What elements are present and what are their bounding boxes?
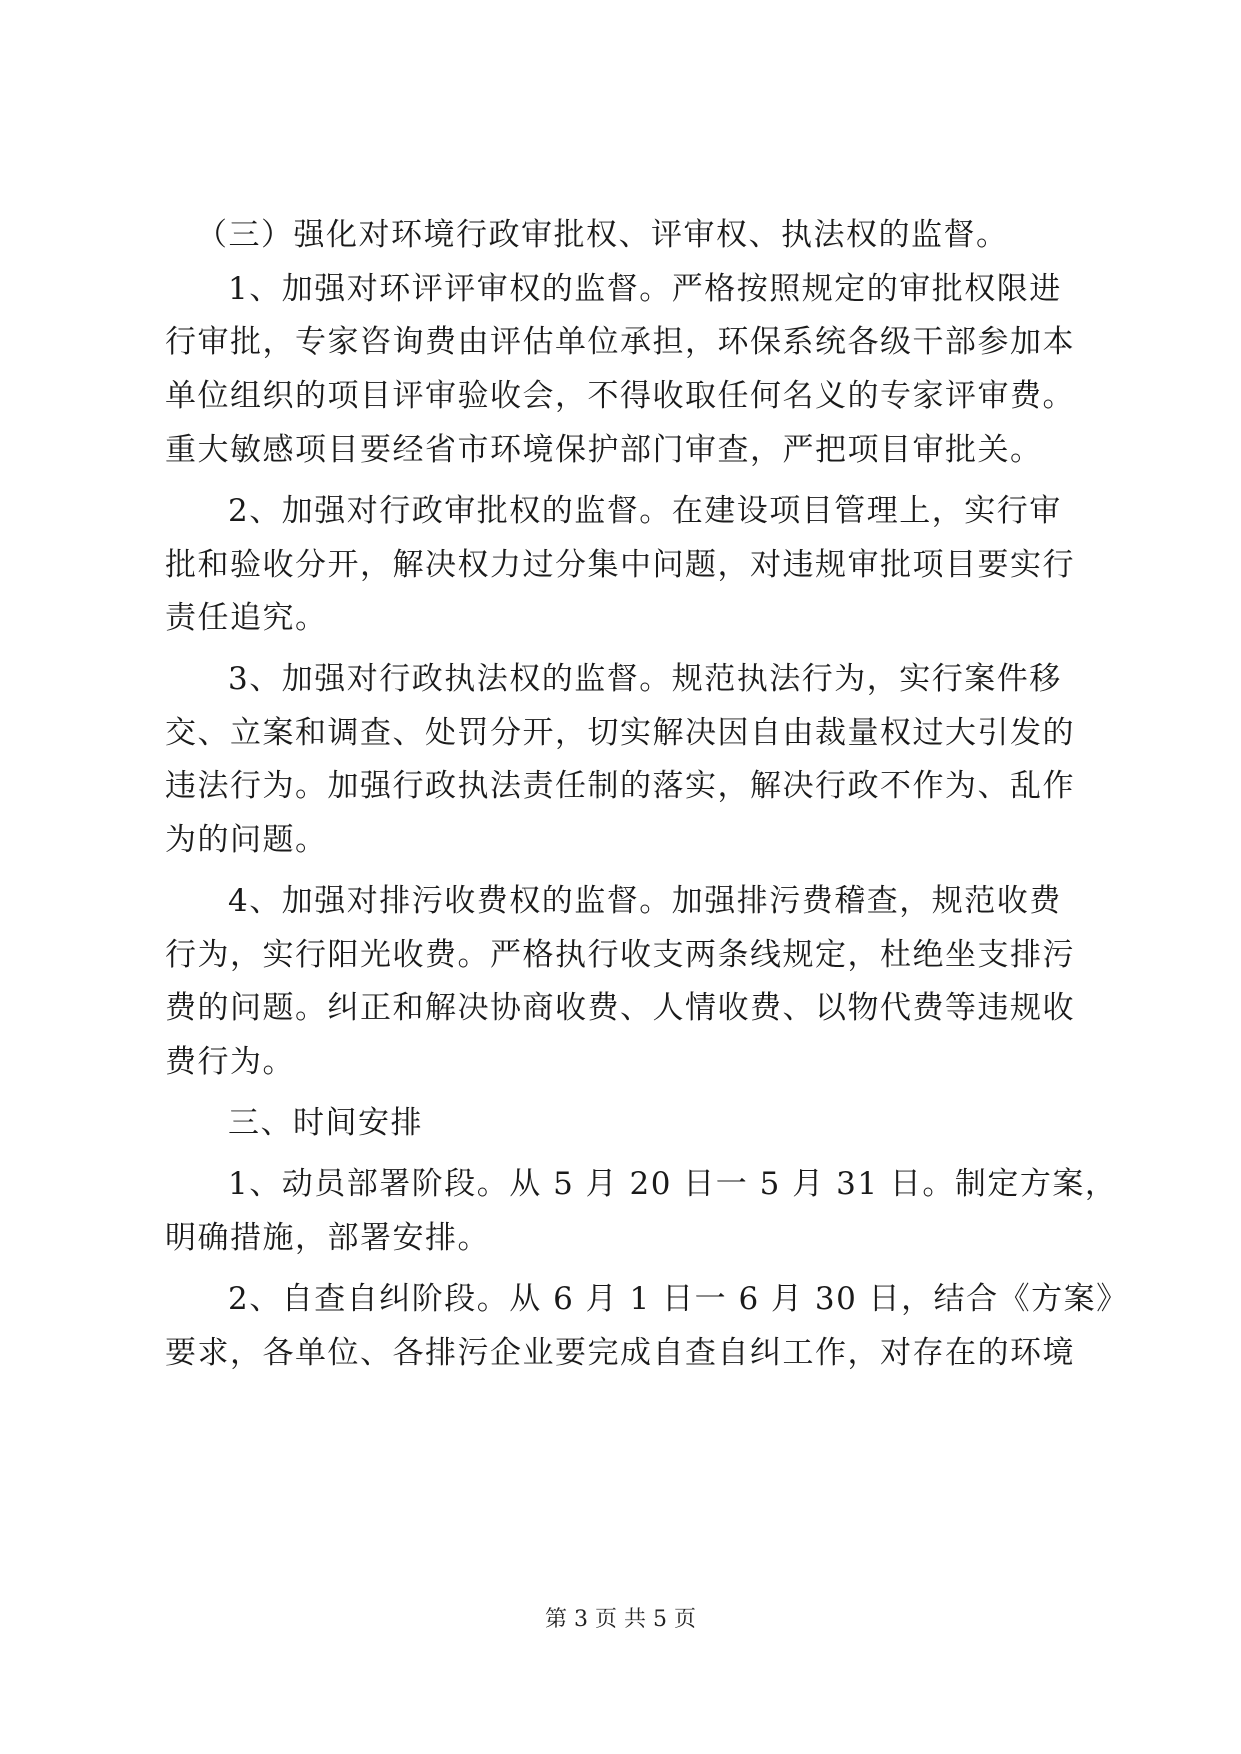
paragraph-line: 1、加强对环评评审权的监督。严格按照规定的审批权限进 <box>228 271 1062 307</box>
paragraph-line: 违法行为。加强行政执法责任制的落实，解决行政不作为、乱作 <box>165 768 1075 804</box>
paragraph-line: 重大敏感项目要经省市环境保护部门审查，严把项目审批关。 <box>165 432 1043 468</box>
paragraph-line: 2、加强对行政审批权的监督。在建设项目管理上，实行审 <box>228 493 1062 529</box>
paragraph-line: 2、自查自纠阶段。从 6 月 1 日一 6 月 30 日，结合《方案》 <box>228 1281 1129 1317</box>
paragraph-line: 4、加强对排污收费权的监督。加强排污费稽查，规范收费 <box>228 883 1062 919</box>
paragraph-line: 责任追究。 <box>165 600 328 636</box>
paragraph-line: 3、加强对行政执法权的监督。规范执法行为，实行案件移 <box>228 661 1062 697</box>
paragraph-line: 要求，各单位、各排污企业要完成自查自纠工作，对存在的环境 <box>165 1335 1075 1371</box>
paragraph-line: 单位组织的项目评审验收会，不得收取任何名义的专家评审费。 <box>165 378 1075 414</box>
section-heading-supervision: （三）强化对环境行政审批权、评审权、执法权的监督。 <box>196 217 1009 253</box>
section-heading-schedule: 三、时间安排 <box>228 1105 423 1141</box>
paragraph-line: 行审批，专家咨询费由评估单位承担，环保系统各级干部参加本 <box>165 324 1075 360</box>
paragraph-line: 1、动员部署阶段。从 5 月 20 日一 5 月 31 日。制定方案， <box>228 1166 1118 1202</box>
page-number-footer: 第 3 页 共 5 页 <box>545 1607 696 1632</box>
paragraph-line: 明确措施，部署安排。 <box>165 1220 490 1256</box>
paragraph-line: 行为，实行阳光收费。严格执行收支两条线规定，杜绝坐支排污 <box>165 937 1075 973</box>
paragraph-line: 费的问题。纠正和解决协商收费、人情收费、以物代费等违规收 <box>165 990 1075 1026</box>
paragraph-line: 费行为。 <box>165 1044 295 1080</box>
paragraph-line: 为的问题。 <box>165 822 328 858</box>
paragraph-line: 交、立案和调查、处罚分开，切实解决因自由裁量权过大引发的 <box>165 715 1075 751</box>
paragraph-line: 批和验收分开，解决权力过分集中问题，对违规审批项目要实行 <box>165 547 1075 583</box>
